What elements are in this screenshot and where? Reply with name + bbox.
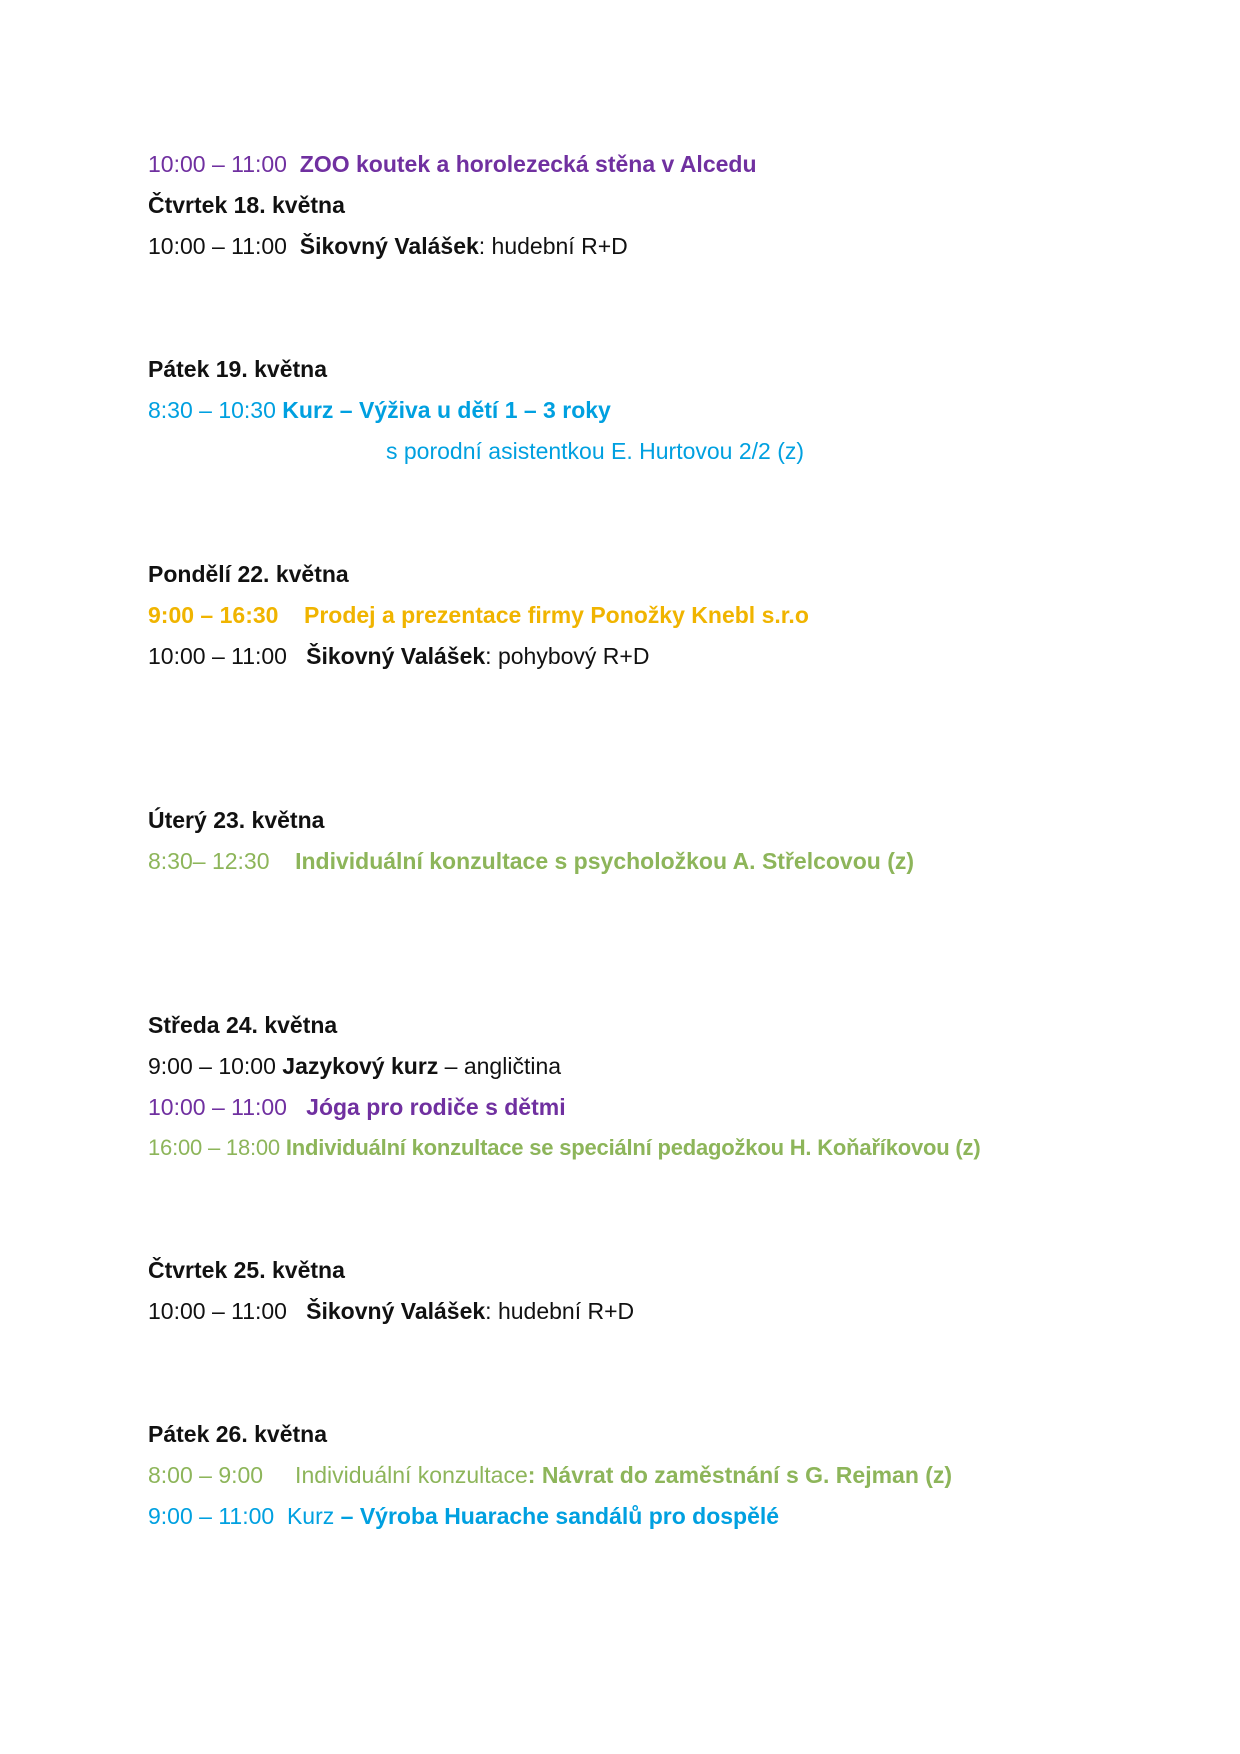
day-heading: Úterý 23. května [148,807,325,833]
event-detail: : pohybový R+D [485,643,650,669]
event-konzultace-pedagozka [148,1133,980,1163]
event-time: 8:30– 12:30 [148,848,296,874]
event-title: Individuální konzultace se speciální pedagožkou H. Koňaříkovou (z) [285,1135,981,1160]
event-detail: – angličtina [438,1053,562,1079]
event-sikovny-valasek [148,641,649,671]
event-sikovny-valasek [148,1296,634,1326]
day-heading: Čtvrtek 25. května [148,1257,345,1283]
day-heading: Pondělí 22. května [148,561,349,587]
day-heading: Čtvrtek 18. května [148,192,345,218]
event-time: 9:00 – 11:00 Kurz [148,1503,341,1529]
event-jazykovy-kurz [148,1051,561,1081]
event-zoo [148,149,757,179]
event-title: Jazykový kurz [282,1053,439,1079]
day-heading: Pátek 19. května [148,356,328,382]
day-heading: Středa 24. května [148,1012,338,1038]
event-time: 9:00 – 10:00 [148,1053,283,1079]
event-navrat-do-zamestnani [148,1460,952,1490]
event-detail: : hudební R+D [485,1298,635,1324]
event-time: 10:00 – 11:00 [148,233,300,259]
event-title: Jóga pro rodiče s dětmi [306,1094,566,1120]
event-konzultace-psycholozka [148,846,914,876]
event-sikovny-valasek [148,231,628,261]
event-time: 8:30 – 10:30 [148,397,283,423]
event-time: 10:00 – 11:00 [148,643,307,669]
event-title: Šikovný Valášek [306,643,486,669]
event-time: 10:00 – 11:00 [148,1298,307,1324]
event-title: Šikovný Valášek [306,1298,486,1324]
event-time: 10:00 – 11:00 [148,151,300,177]
day-heading: Pátek 26. května [148,1421,328,1447]
event-kurz-huarache [148,1501,779,1531]
event-title: Individuální konzultace s psycholožkou A. Střelcovou (z) [295,848,915,874]
event-title: Kurz – Výživa u dětí 1 – 3 roky [282,397,611,423]
event-title: ZOO koutek a horolezecká stěna v Alcedu [299,151,757,177]
event-title: – Výroba Huarache sandálů pro dospělé [340,1503,780,1529]
event-joga [148,1092,566,1122]
event-title: : Návrat do zaměstnání s G. Rejman (z) [527,1462,953,1488]
event-time: 10:00 – 11:00 [148,1094,307,1120]
event-title: Šikovný Valášek [299,233,479,259]
event-ponozky-knebl: 9:00 – 16:30 Prodej a prezentace firmy Ponožky Knebl s.r.o [148,602,809,628]
event-kurz-vyziva [148,395,611,425]
event-detail: s porodní asistentkou E. Hurtovou 2/2 (z) [386,438,805,464]
event-time: 16:00 – 18:00 [148,1135,286,1160]
event-time: 8:00 – 9:00 Individuální konzultace [148,1462,528,1488]
event-detail: : hudební R+D [478,233,628,259]
